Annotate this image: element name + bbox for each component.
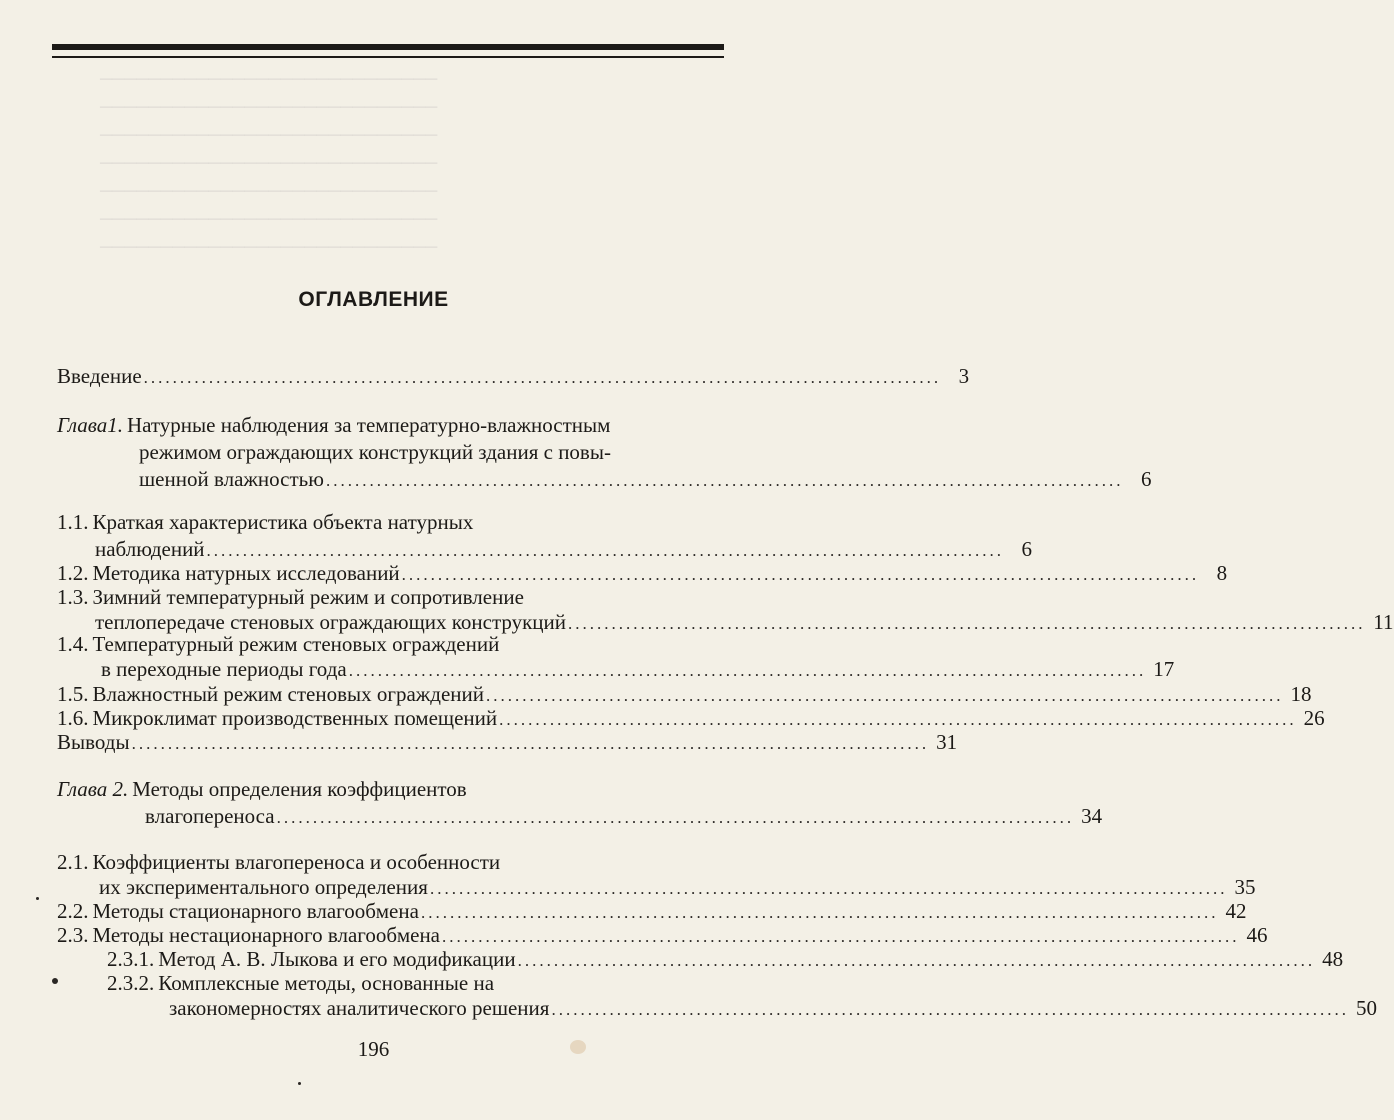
section-number: 1.1. [57, 510, 89, 534]
toc-entry-line: Комплексные методы, основанные на [158, 971, 495, 995]
section-number: 1.4. [57, 632, 89, 656]
toc-entry-text: Методы нестационарного влагообмена [92, 923, 441, 947]
section-number: 1.3. [57, 585, 89, 609]
toc-entry-text: Методика натурных исследований [92, 561, 400, 585]
page-ref: 50 [1355, 996, 1377, 1020]
toc-entry-text: Влажностный режим стеновых ограждений [92, 682, 485, 706]
toc-entry-1-6[interactable] [57, 706, 1325, 732]
page-number: 196 [357, 1037, 390, 1061]
leader-dots: .............................................................................................................. [325, 471, 1124, 490]
toc-entry-line: Зимний температурный режим и сопротивление [92, 585, 524, 609]
ink-speck [36, 897, 39, 900]
toc-entry-line: режимом ограждающих конструкций здания с повы- [139, 440, 611, 464]
leader-dots: .............................................................................................................. [429, 879, 1228, 898]
page-ref: 17 [1153, 657, 1175, 681]
toc-entry-1-2[interactable] [57, 561, 1228, 587]
leader-dots: .............................................................................................................. [276, 808, 1075, 827]
leader-dots: .............................................................................................................. [420, 903, 1219, 922]
section-number: 2.3.2. [107, 971, 155, 995]
toc-entry-1-5[interactable] [57, 682, 1312, 708]
toc-entry-text: Введение [57, 364, 142, 388]
toc-entry-line: теплопередаче стеновых ограждающих конструкций [95, 610, 567, 634]
toc-entry-2-3-2[interactable] [107, 971, 1377, 1022]
leader-dots: .............................................................................................................. [568, 614, 1366, 633]
leader-dots: .............................................................................................................. [143, 368, 942, 387]
toc-entry-chapter-2[interactable] [57, 777, 1103, 830]
toc-entry-text: Микроклимат производственных помещений [92, 706, 498, 730]
toc-entry-2-3-1[interactable] [107, 947, 1344, 973]
page-ref: 35 [1234, 875, 1256, 899]
page-ref: 42 [1225, 899, 1247, 923]
leader-dots: .............................................................................................................. [551, 1000, 1349, 1019]
ink-speck [298, 1082, 301, 1085]
page-ref: 6 [1021, 537, 1033, 561]
toc-entry-2-2[interactable] [57, 899, 1247, 925]
toc-entry-1-4[interactable] [57, 632, 1175, 683]
page-ref: 46 [1246, 923, 1268, 947]
toc-entry-text: Методы стационарного влагообмена [92, 899, 419, 923]
leader-dots: .............................................................................................................. [206, 541, 1005, 560]
leader-dots: .............................................................................................................. [517, 951, 1316, 970]
page-ref: 48 [1322, 947, 1344, 971]
toc-entry-intro[interactable] [57, 364, 970, 390]
toc-entry-line: закономерностях аналитического решения [169, 996, 550, 1020]
chapter-label: Глава1. [57, 413, 123, 437]
toc-entry-2-1[interactable] [57, 850, 1256, 901]
leader-dots: .............................................................................................................. [348, 661, 1147, 680]
section-number: 1.6. [57, 706, 89, 730]
leader-dots: .............................................................................................................. [131, 734, 930, 753]
toc-entry-line: Методы определения коэффициентов [132, 777, 467, 801]
toc-entry-text: Выводы [57, 730, 130, 754]
page-title: ОГЛАВЛЕНИЕ [298, 288, 449, 311]
page-ref: 31 [936, 730, 958, 754]
toc-entry-line: Температурный режим стеновых ограждений [92, 632, 500, 656]
toc-entry-conclusions[interactable] [57, 730, 958, 756]
chapter-label: Глава 2. [57, 777, 129, 801]
page-ref: 34 [1081, 804, 1103, 828]
toc-entry-chapter-1[interactable] [57, 413, 1152, 493]
section-number: 1.5. [57, 682, 89, 706]
page-ref: 11 [1373, 610, 1394, 634]
page-ref: 3 [958, 364, 970, 388]
page-ref: 8 [1216, 561, 1228, 585]
paper-stain [570, 1040, 586, 1054]
page-ref: 26 [1303, 706, 1325, 730]
bleed-through-text: ──────────────────────────── ──────────────────────────── ──────────────────────────── ──────────────────────────── ──────────────────────────── ──────────────────────────── ──────────────────────────── [100, 70, 438, 257]
ink-speck [52, 978, 58, 984]
toc-entry-line: наблюдений [95, 537, 205, 561]
toc-entry-line: их экспериментального определения [99, 875, 428, 899]
leader-dots: .............................................................................................................. [486, 686, 1284, 705]
toc-entry-line: Краткая характеристика объекта натурных [92, 510, 474, 534]
section-number: 2.3.1. [107, 947, 155, 971]
page-ref: 18 [1290, 682, 1312, 706]
top-rule-thin [52, 56, 724, 58]
section-number: 2.2. [57, 899, 89, 923]
leader-dots: .............................................................................................................. [442, 927, 1240, 946]
toc-entry-text: Метод А. В. Лыкова и его модификации [158, 947, 516, 971]
section-number: 1.2. [57, 561, 89, 585]
toc-entry-line: Натурные наблюдения за температурно-влажностным [126, 413, 611, 437]
top-rule-thick [52, 44, 724, 50]
toc-entry-line: шенной влажностью [139, 467, 324, 491]
leader-dots: .............................................................................................................. [499, 710, 1297, 729]
toc-entry-line: Коэффициенты влагопереноса и особенности [92, 850, 501, 874]
section-number: 2.1. [57, 850, 89, 874]
page-ref: 6 [1140, 467, 1152, 491]
toc-entry-line: в переходные периоды года [101, 657, 347, 681]
toc-entry-line: влагопереноса [145, 804, 275, 828]
leader-dots: .............................................................................................................. [401, 565, 1200, 584]
section-number: 2.3. [57, 923, 89, 947]
toc-entry-1-3[interactable] [57, 585, 1394, 636]
toc-entry-1-1[interactable] [57, 510, 1033, 563]
toc-entry-2-3[interactable] [57, 923, 1268, 949]
